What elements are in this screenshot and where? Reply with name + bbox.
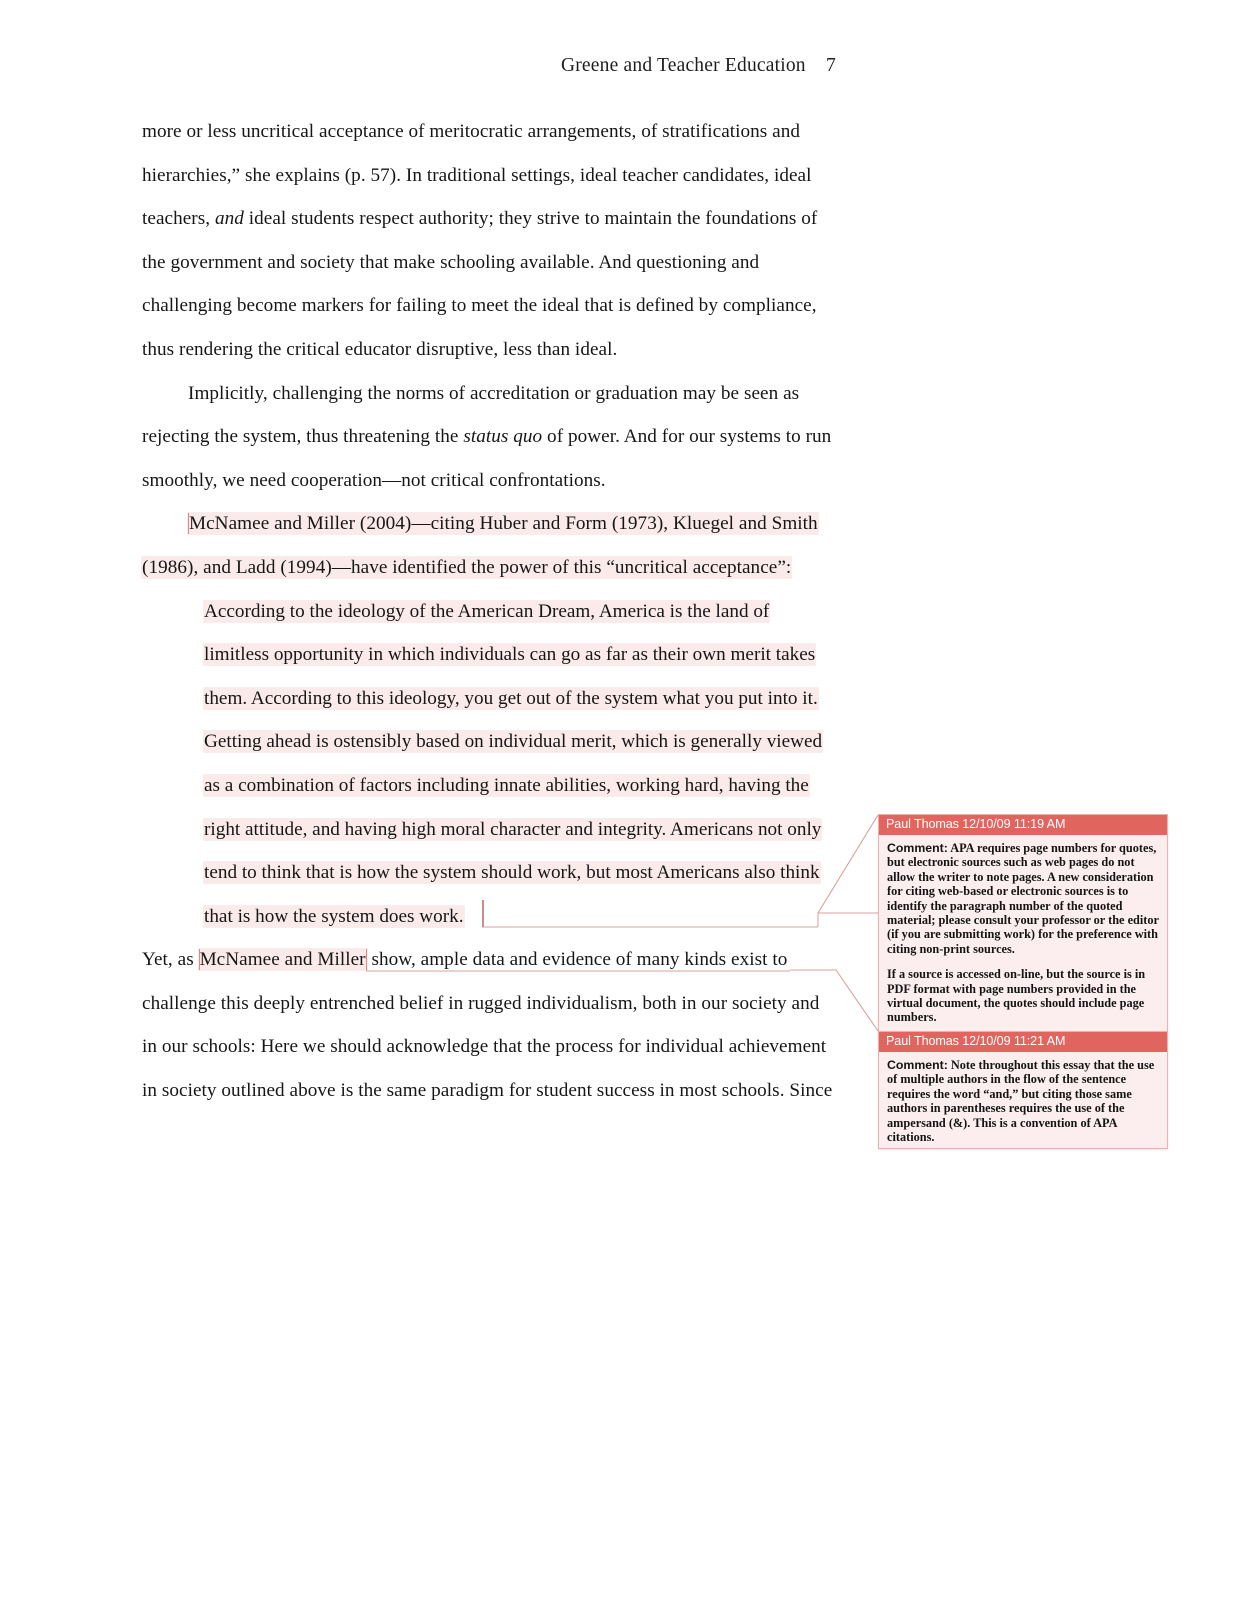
paragraph-yet-as xyxy=(142,938,842,1112)
emphasis-and: and xyxy=(214,208,244,230)
paragraph-mcnamee-citing xyxy=(142,502,842,589)
comment-text: APA requires page numbers for quotes, but electronic sources such as web pages do not allow the writer to note pages. A new consideration for citing web-based or electronic sources is to identify the paragraph number of the quoted material; please consult your professor or the editor (if you are submitting work) for the preference with citing non-print sources. xyxy=(887,841,1159,956)
highlighted-text[interactable]: Getting ahead is ostensibly based on individual merit, which is generally viewed xyxy=(204,731,823,753)
text-line: in our schools: Here we should acknowledge that the process for individual achievement xyxy=(142,1036,827,1058)
text-line: Implicitly, challenging the norms of accreditation or graduation may be seen as xyxy=(188,382,800,404)
highlighted-text[interactable]: limitless opportunity in which individuals can go as far as their own merit takes xyxy=(204,644,816,666)
highlighted-text[interactable]: them. According to this ideology, you get out of the system what you put into it. xyxy=(204,687,818,709)
paragraph-implicitly xyxy=(142,372,842,503)
text-line: show, ample data and evidence of many kinds exist to xyxy=(366,949,788,971)
comment-label: Comment: xyxy=(887,841,948,855)
text-line: thus rendering the critical educator disruptive, less than ideal. xyxy=(142,338,618,360)
highlighted-text[interactable]: that is how the system does work. xyxy=(204,905,464,927)
text-line: smoothly, we need cooperation—not critical confrontations. xyxy=(142,469,606,491)
highlighted-text[interactable]: right attitude, and having high moral character and integrity. Americans not only xyxy=(204,818,822,840)
text-insertion-caret xyxy=(482,900,484,927)
text-line: more or less uncritical acceptance of meritocratic arrangements, of stratifications and xyxy=(142,121,801,142)
text-line: of power. And for our systems to run xyxy=(542,426,832,448)
text-line: Yet, as xyxy=(142,949,199,971)
comment-header: Paul Thomas 12/10/09 11:19 AM xyxy=(879,815,1167,835)
comment-header: Paul Thomas 12/10/09 11:21 AM xyxy=(879,1032,1167,1052)
text-line: the government and society that make schooling available. And questioning and xyxy=(142,251,760,273)
text-line: ideal students respect authority; they strive to maintain the foundations of xyxy=(243,208,818,230)
highlighted-text-mcnamee-miller[interactable]: McNamee and Miller xyxy=(199,949,366,971)
comment-popup[interactable] xyxy=(878,814,1168,1033)
emphasis-status-quo: status quo xyxy=(463,426,543,448)
comment-body xyxy=(879,835,1167,1032)
running-header: Greene and Teacher Education 7 xyxy=(560,55,836,76)
comment-paragraph xyxy=(887,1058,1159,1144)
text-line: teachers, xyxy=(142,208,215,230)
comment-body xyxy=(879,1052,1167,1148)
text-line: rejecting the system, thus threatening the xyxy=(142,426,464,448)
text-line: in society outlined above is the same paradigm for student success in most schools. Since xyxy=(142,1080,833,1102)
paragraph-continuation xyxy=(142,110,842,372)
highlighted-text[interactable]: tend to think that is how the system should work, but most Americans also think xyxy=(204,862,820,884)
comment-label: Comment: xyxy=(887,1058,948,1072)
text-line: challenging become markers for failing to meet the ideal that is defined by compliance, xyxy=(142,295,817,317)
comment-text: Note throughout this essay that the use of multiple authors in the flow of the sentence requires the word “and,” but citing those same authors in parentheses requires the use of the ampersand (&). This is a convention of APA citations. xyxy=(887,1058,1155,1145)
highlighted-text[interactable]: as a combination of factors including innate abilities, working hard, having the xyxy=(204,774,809,796)
highlighted-text[interactable]: (1986), and Ladd (1994)—have identified the power of this “uncritical acceptance”: xyxy=(142,556,792,578)
comment-popup[interactable] xyxy=(878,1031,1168,1149)
comment-paragraph: If a source is accessed on-line, but the source is in PDF format with page numbers provided in the virtual document, the quotes should include page numbers. xyxy=(887,967,1146,1025)
highlighted-text[interactable]: McNamee and Miller (2004)—citing Huber and Form (1973), Kluegel and Smith xyxy=(189,513,818,535)
block-quotation xyxy=(142,590,842,939)
body-text-column xyxy=(142,110,842,1113)
highlighted-text[interactable]: According to the ideology of the American Dream, America is the land of xyxy=(204,600,770,622)
text-line: hierarchies,” she explains (p. 57). In traditional settings, ideal teacher candidates, ideal xyxy=(142,164,812,186)
comment-paragraph xyxy=(887,841,1159,956)
text-line: challenge this deeply entrenched belief in rugged individualism, both in our society and xyxy=(142,992,820,1014)
